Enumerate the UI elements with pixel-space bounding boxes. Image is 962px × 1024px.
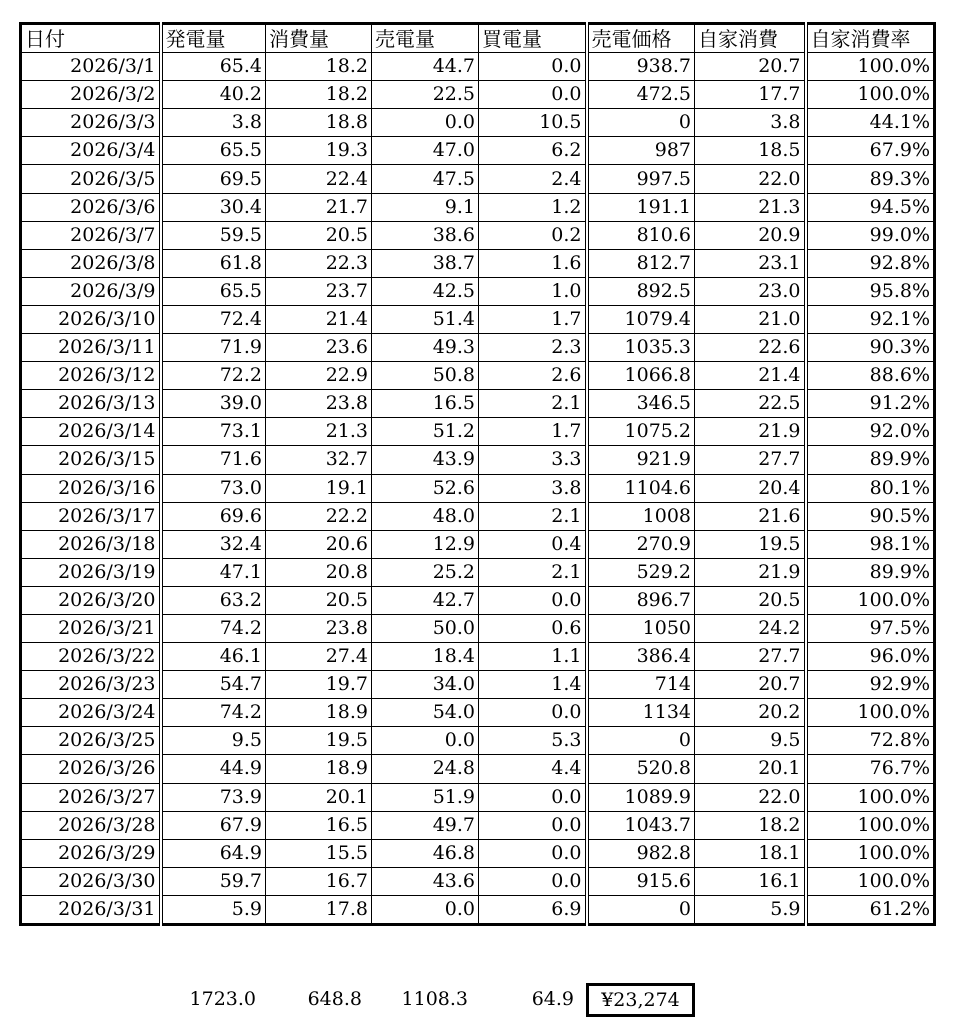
cell-generation[interactable]: 64.9 xyxy=(161,839,266,867)
cell-consumption[interactable]: 15.5 xyxy=(266,839,372,867)
cell-self-consumption[interactable]: 21.4 xyxy=(695,362,806,390)
cell-date[interactable]: 2026/3/25 xyxy=(21,727,161,755)
cell-consumption[interactable]: 22.4 xyxy=(266,165,372,193)
cell-bought[interactable]: 0.0 xyxy=(479,699,587,727)
cell-sold[interactable]: 48.0 xyxy=(372,502,479,530)
cell-self-consumption[interactable]: 20.2 xyxy=(695,699,806,727)
cell-consumption[interactable]: 23.8 xyxy=(266,390,372,418)
cell-sale-price[interactable]: 1066.8 xyxy=(587,362,695,390)
cell-bought[interactable]: 0.0 xyxy=(479,811,587,839)
cell-sold[interactable]: 54.0 xyxy=(372,699,479,727)
cell-consumption[interactable]: 16.5 xyxy=(266,811,372,839)
cell-sale-price[interactable]: 0 xyxy=(587,727,695,755)
cell-generation[interactable]: 3.8 xyxy=(161,109,266,137)
cell-sold[interactable]: 51.9 xyxy=(372,783,479,811)
cell-date[interactable]: 2026/3/3 xyxy=(21,109,161,137)
cell-self-consumption-rate[interactable]: 96.0% xyxy=(806,643,935,671)
cell-date[interactable]: 2026/3/27 xyxy=(21,783,161,811)
cell-consumption[interactable]: 16.7 xyxy=(266,867,372,895)
cell-generation[interactable]: 73.9 xyxy=(161,783,266,811)
cell-date[interactable]: 2026/3/24 xyxy=(21,699,161,727)
cell-bought[interactable]: 2.4 xyxy=(479,165,587,193)
header-date[interactable]: 日付 xyxy=(21,24,161,53)
cell-generation[interactable]: 69.5 xyxy=(161,165,266,193)
cell-sold[interactable]: 46.8 xyxy=(372,839,479,867)
cell-generation[interactable]: 54.7 xyxy=(161,671,266,699)
cell-sale-price[interactable]: 1104.6 xyxy=(587,474,695,502)
cell-self-consumption-rate[interactable]: 99.0% xyxy=(806,221,935,249)
cell-date[interactable]: 2026/3/26 xyxy=(21,755,161,783)
cell-consumption[interactable]: 17.8 xyxy=(266,895,372,924)
cell-sale-price[interactable]: 520.8 xyxy=(587,755,695,783)
cell-self-consumption-rate[interactable]: 76.7% xyxy=(806,755,935,783)
total-sold: 1108.3 xyxy=(401,988,468,1010)
table-row xyxy=(21,221,935,249)
cell-generation[interactable]: 67.9 xyxy=(161,811,266,839)
cell-sale-price[interactable]: 270.9 xyxy=(587,530,695,558)
cell-self-consumption[interactable]: 20.4 xyxy=(695,474,806,502)
header-generation[interactable]: 発電量 xyxy=(161,24,266,53)
cell-date[interactable]: 2026/3/1 xyxy=(21,53,161,81)
cell-generation[interactable]: 74.2 xyxy=(161,614,266,642)
table-row xyxy=(21,839,935,867)
cell-bought[interactable]: 2.1 xyxy=(479,502,587,530)
cell-date[interactable]: 2026/3/12 xyxy=(21,362,161,390)
cell-generation[interactable]: 5.9 xyxy=(161,895,266,924)
cell-self-consumption-rate[interactable]: 100.0% xyxy=(806,81,935,109)
cell-sold[interactable]: 50.0 xyxy=(372,614,479,642)
total-sale-price: ¥23,274 xyxy=(586,983,695,1017)
cell-date[interactable]: 2026/3/13 xyxy=(21,390,161,418)
cell-date[interactable]: 2026/3/29 xyxy=(21,839,161,867)
cell-date[interactable]: 2026/3/11 xyxy=(21,334,161,362)
cell-sold[interactable]: 18.4 xyxy=(372,643,479,671)
cell-self-consumption-rate[interactable]: 100.0% xyxy=(806,699,935,727)
cell-self-consumption-rate[interactable]: 92.0% xyxy=(806,418,935,446)
cell-consumption[interactable]: 18.9 xyxy=(266,755,372,783)
cell-sold[interactable]: 12.9 xyxy=(372,530,479,558)
cell-consumption[interactable]: 19.5 xyxy=(266,727,372,755)
cell-sold[interactable]: 22.5 xyxy=(372,81,479,109)
cell-sold[interactable]: 9.1 xyxy=(372,193,479,221)
cell-consumption[interactable]: 21.4 xyxy=(266,305,372,333)
cell-consumption[interactable]: 18.8 xyxy=(266,109,372,137)
cell-self-consumption[interactable]: 16.1 xyxy=(695,867,806,895)
cell-date[interactable]: 2026/3/2 xyxy=(21,81,161,109)
cell-date[interactable]: 2026/3/14 xyxy=(21,418,161,446)
table-row xyxy=(21,165,935,193)
cell-sold[interactable]: 0.0 xyxy=(372,727,479,755)
cell-sale-price[interactable]: 386.4 xyxy=(587,643,695,671)
cell-consumption[interactable]: 19.7 xyxy=(266,671,372,699)
cell-bought[interactable]: 1.2 xyxy=(479,193,587,221)
cell-sale-price[interactable]: 896.7 xyxy=(587,586,695,614)
table-row xyxy=(21,558,935,586)
cell-self-consumption[interactable]: 18.2 xyxy=(695,811,806,839)
cell-sale-price[interactable]: 1008 xyxy=(587,502,695,530)
cell-self-consumption[interactable]: 23.1 xyxy=(695,249,806,277)
table-row xyxy=(21,109,935,137)
cell-generation[interactable]: 46.1 xyxy=(161,643,266,671)
cell-date[interactable]: 2026/3/5 xyxy=(21,165,161,193)
cell-self-consumption-rate[interactable]: 61.2% xyxy=(806,895,935,924)
cell-consumption[interactable]: 20.5 xyxy=(266,586,372,614)
cell-self-consumption-rate[interactable]: 100.0% xyxy=(806,586,935,614)
cell-self-consumption[interactable]: 23.0 xyxy=(695,277,806,305)
cell-consumption[interactable]: 18.9 xyxy=(266,699,372,727)
cell-sold[interactable]: 38.7 xyxy=(372,249,479,277)
cell-generation[interactable]: 65.5 xyxy=(161,277,266,305)
cell-bought[interactable]: 3.8 xyxy=(479,474,587,502)
cell-date[interactable]: 2026/3/23 xyxy=(21,671,161,699)
cell-self-consumption[interactable]: 21.0 xyxy=(695,305,806,333)
cell-consumption[interactable]: 21.7 xyxy=(266,193,372,221)
cell-generation[interactable]: 59.5 xyxy=(161,221,266,249)
cell-sold[interactable]: 43.6 xyxy=(372,867,479,895)
cell-date[interactable]: 2026/3/15 xyxy=(21,446,161,474)
table-row xyxy=(21,334,935,362)
cell-self-consumption[interactable]: 21.9 xyxy=(695,418,806,446)
cell-self-consumption-rate[interactable]: 100.0% xyxy=(806,783,935,811)
cell-self-consumption[interactable]: 19.5 xyxy=(695,530,806,558)
header-self-consumption-rate[interactable]: 自家消費率 xyxy=(806,24,935,53)
cell-self-consumption-rate[interactable]: 94.5% xyxy=(806,193,935,221)
cell-bought[interactable]: 2.1 xyxy=(479,558,587,586)
cell-date[interactable]: 2026/3/20 xyxy=(21,586,161,614)
cell-consumption[interactable]: 20.5 xyxy=(266,221,372,249)
table-row xyxy=(21,895,935,924)
cell-generation[interactable]: 71.9 xyxy=(161,334,266,362)
cell-self-consumption-rate[interactable]: 100.0% xyxy=(806,867,935,895)
header-self-consumption[interactable]: 自家消費 xyxy=(695,24,806,53)
cell-generation[interactable]: 61.8 xyxy=(161,249,266,277)
cell-sold[interactable]: 47.5 xyxy=(372,165,479,193)
cell-sale-price[interactable]: 346.5 xyxy=(587,390,695,418)
cell-generation[interactable]: 9.5 xyxy=(161,727,266,755)
cell-self-consumption-rate[interactable]: 44.1% xyxy=(806,109,935,137)
cell-sale-price[interactable]: 810.6 xyxy=(587,221,695,249)
cell-generation[interactable]: 32.4 xyxy=(161,530,266,558)
cell-self-consumption-rate[interactable]: 97.5% xyxy=(806,614,935,642)
cell-date[interactable]: 2026/3/21 xyxy=(21,614,161,642)
cell-generation[interactable]: 39.0 xyxy=(161,390,266,418)
cell-generation[interactable]: 74.2 xyxy=(161,699,266,727)
cell-sale-price[interactable]: 529.2 xyxy=(587,558,695,586)
power-data-table xyxy=(19,22,936,926)
cell-self-consumption[interactable]: 20.5 xyxy=(695,586,806,614)
cell-self-consumption[interactable]: 20.7 xyxy=(695,53,806,81)
cell-self-consumption[interactable]: 5.9 xyxy=(695,895,806,924)
cell-self-consumption[interactable]: 3.8 xyxy=(695,109,806,137)
cell-self-consumption[interactable]: 20.7 xyxy=(695,671,806,699)
cell-bought[interactable]: 0.4 xyxy=(479,530,587,558)
table-row xyxy=(21,586,935,614)
table-row xyxy=(21,305,935,333)
cell-bought[interactable]: 0.0 xyxy=(479,867,587,895)
cell-generation[interactable]: 59.7 xyxy=(161,867,266,895)
cell-bought[interactable]: 6.9 xyxy=(479,895,587,924)
cell-sold[interactable]: 25.2 xyxy=(372,558,479,586)
cell-date[interactable]: 2026/3/22 xyxy=(21,643,161,671)
cell-generation[interactable]: 47.1 xyxy=(161,558,266,586)
cell-bought[interactable]: 10.5 xyxy=(479,109,587,137)
cell-bought[interactable]: 1.6 xyxy=(479,249,587,277)
cell-self-consumption[interactable]: 21.6 xyxy=(695,502,806,530)
cell-generation[interactable]: 40.2 xyxy=(161,81,266,109)
cell-consumption[interactable]: 20.8 xyxy=(266,558,372,586)
cell-sale-price[interactable]: 191.1 xyxy=(587,193,695,221)
cell-sale-price[interactable]: 921.9 xyxy=(587,446,695,474)
table-row xyxy=(21,53,935,81)
cell-bought[interactable]: 3.3 xyxy=(479,446,587,474)
cell-sold[interactable]: 47.0 xyxy=(372,137,479,165)
table-row xyxy=(21,277,935,305)
table-row xyxy=(21,390,935,418)
cell-date[interactable]: 2026/3/9 xyxy=(21,277,161,305)
cell-bought[interactable]: 1.1 xyxy=(479,643,587,671)
table-row xyxy=(21,699,935,727)
cell-bought[interactable]: 1.7 xyxy=(479,418,587,446)
cell-generation[interactable]: 72.4 xyxy=(161,305,266,333)
cell-date[interactable]: 2026/3/31 xyxy=(21,895,161,924)
cell-sold[interactable]: 44.7 xyxy=(372,53,479,81)
cell-consumption[interactable]: 19.3 xyxy=(266,137,372,165)
table-row xyxy=(21,193,935,221)
cell-self-consumption-rate[interactable]: 100.0% xyxy=(806,839,935,867)
table-row xyxy=(21,502,935,530)
cell-self-consumption-rate[interactable]: 90.3% xyxy=(806,334,935,362)
cell-bought[interactable]: 4.4 xyxy=(479,755,587,783)
cell-bought[interactable]: 0.2 xyxy=(479,221,587,249)
total-generation: 1723.0 xyxy=(189,988,256,1010)
cell-bought[interactable]: 0.0 xyxy=(479,783,587,811)
cell-sale-price[interactable]: 0 xyxy=(587,109,695,137)
cell-sale-price[interactable]: 812.7 xyxy=(587,249,695,277)
cell-consumption[interactable]: 22.2 xyxy=(266,502,372,530)
cell-sale-price[interactable]: 1035.3 xyxy=(587,334,695,362)
totals-row xyxy=(0,986,962,1012)
cell-sold[interactable]: 38.6 xyxy=(372,221,479,249)
cell-sold[interactable]: 42.7 xyxy=(372,586,479,614)
header-consumption[interactable]: 消費量 xyxy=(266,24,372,53)
cell-date[interactable]: 2026/3/30 xyxy=(21,867,161,895)
cell-sale-price[interactable]: 0 xyxy=(587,895,695,924)
cell-self-consumption[interactable]: 27.7 xyxy=(695,446,806,474)
cell-consumption[interactable]: 19.1 xyxy=(266,474,372,502)
cell-generation[interactable]: 73.0 xyxy=(161,474,266,502)
header-sale-price[interactable]: 売電価格 xyxy=(587,24,695,53)
table-row xyxy=(21,867,935,895)
cell-self-consumption-rate[interactable]: 92.1% xyxy=(806,305,935,333)
cell-consumption[interactable]: 22.9 xyxy=(266,362,372,390)
cell-sale-price[interactable]: 1050 xyxy=(587,614,695,642)
cell-sale-price[interactable]: 892.5 xyxy=(587,277,695,305)
cell-self-consumption[interactable]: 18.1 xyxy=(695,839,806,867)
cell-date[interactable]: 2026/3/17 xyxy=(21,502,161,530)
cell-sold[interactable]: 0.0 xyxy=(372,109,479,137)
cell-sale-price[interactable]: 1043.7 xyxy=(587,811,695,839)
cell-self-consumption-rate[interactable]: 67.9% xyxy=(806,137,935,165)
cell-sold[interactable]: 24.8 xyxy=(372,755,479,783)
cell-bought[interactable]: 1.4 xyxy=(479,671,587,699)
cell-sold[interactable]: 49.3 xyxy=(372,334,479,362)
table-row xyxy=(21,249,935,277)
cell-sold[interactable]: 42.5 xyxy=(372,277,479,305)
cell-consumption[interactable]: 23.7 xyxy=(266,277,372,305)
table-row xyxy=(21,614,935,642)
table-row xyxy=(21,474,935,502)
table-row xyxy=(21,81,935,109)
cell-self-consumption-rate[interactable]: 92.9% xyxy=(806,671,935,699)
cell-self-consumption[interactable]: 18.5 xyxy=(695,137,806,165)
cell-bought[interactable]: 2.1 xyxy=(479,390,587,418)
cell-self-consumption[interactable]: 22.6 xyxy=(695,334,806,362)
cell-consumption[interactable]: 18.2 xyxy=(266,53,372,81)
cell-self-consumption[interactable]: 22.5 xyxy=(695,390,806,418)
cell-generation[interactable]: 65.4 xyxy=(161,53,266,81)
cell-bought[interactable]: 2.3 xyxy=(479,334,587,362)
cell-self-consumption[interactable]: 22.0 xyxy=(695,165,806,193)
cell-bought[interactable]: 0.0 xyxy=(479,53,587,81)
cell-sale-price[interactable]: 1079.4 xyxy=(587,305,695,333)
cell-self-consumption[interactable]: 20.9 xyxy=(695,221,806,249)
cell-sale-price[interactable]: 1075.2 xyxy=(587,418,695,446)
cell-self-consumption[interactable]: 24.2 xyxy=(695,614,806,642)
cell-bought[interactable]: 0.0 xyxy=(479,839,587,867)
cell-consumption[interactable]: 32.7 xyxy=(266,446,372,474)
cell-generation[interactable]: 72.2 xyxy=(161,362,266,390)
cell-sold[interactable]: 51.2 xyxy=(372,418,479,446)
cell-date[interactable]: 2026/3/28 xyxy=(21,811,161,839)
cell-sale-price[interactable]: 915.6 xyxy=(587,867,695,895)
cell-consumption[interactable]: 23.6 xyxy=(266,334,372,362)
cell-self-consumption[interactable]: 17.7 xyxy=(695,81,806,109)
cell-generation[interactable]: 63.2 xyxy=(161,586,266,614)
cell-sold[interactable]: 43.9 xyxy=(372,446,479,474)
table-row xyxy=(21,362,935,390)
cell-bought[interactable]: 1.0 xyxy=(479,277,587,305)
cell-sale-price[interactable]: 714 xyxy=(587,671,695,699)
cell-generation[interactable]: 69.6 xyxy=(161,502,266,530)
cell-self-consumption-rate[interactable]: 100.0% xyxy=(806,53,935,81)
cell-generation[interactable]: 30.4 xyxy=(161,193,266,221)
cell-sold[interactable]: 51.4 xyxy=(372,305,479,333)
cell-self-consumption-rate[interactable]: 89.3% xyxy=(806,165,935,193)
cell-date[interactable]: 2026/3/19 xyxy=(21,558,161,586)
cell-generation[interactable]: 44.9 xyxy=(161,755,266,783)
table-row xyxy=(21,530,935,558)
total-bought: 64.9 xyxy=(531,988,574,1010)
cell-sale-price[interactable]: 1089.9 xyxy=(587,783,695,811)
cell-sale-price[interactable]: 1134 xyxy=(587,699,695,727)
cell-sale-price[interactable]: 987 xyxy=(587,137,695,165)
cell-consumption[interactable]: 22.3 xyxy=(266,249,372,277)
cell-sold[interactable]: 52.6 xyxy=(372,474,479,502)
cell-sold[interactable]: 16.5 xyxy=(372,390,479,418)
table-row xyxy=(21,727,935,755)
cell-bought[interactable]: 0.0 xyxy=(479,586,587,614)
cell-self-consumption[interactable]: 9.5 xyxy=(695,727,806,755)
header-sold[interactable]: 売電量 xyxy=(372,24,479,53)
cell-sale-price[interactable]: 997.5 xyxy=(587,165,695,193)
cell-sold[interactable]: 49.7 xyxy=(372,811,479,839)
cell-self-consumption-rate[interactable]: 72.8% xyxy=(806,727,935,755)
cell-bought[interactable]: 5.3 xyxy=(479,727,587,755)
cell-self-consumption[interactable]: 21.3 xyxy=(695,193,806,221)
cell-self-consumption-rate[interactable]: 98.1% xyxy=(806,530,935,558)
cell-bought[interactable]: 0.0 xyxy=(479,81,587,109)
cell-date[interactable]: 2026/3/8 xyxy=(21,249,161,277)
cell-self-consumption-rate[interactable]: 92.8% xyxy=(806,249,935,277)
cell-consumption[interactable]: 23.8 xyxy=(266,614,372,642)
table-row xyxy=(21,671,935,699)
cell-consumption[interactable]: 18.2 xyxy=(266,81,372,109)
cell-generation[interactable]: 65.5 xyxy=(161,137,266,165)
cell-date[interactable]: 2026/3/16 xyxy=(21,474,161,502)
cell-date[interactable]: 2026/3/4 xyxy=(21,137,161,165)
cell-self-consumption[interactable]: 27.7 xyxy=(695,643,806,671)
table-row xyxy=(21,418,935,446)
cell-sold[interactable]: 34.0 xyxy=(372,671,479,699)
cell-consumption[interactable]: 20.6 xyxy=(266,530,372,558)
table-row xyxy=(21,643,935,671)
table-row xyxy=(21,446,935,474)
table-row xyxy=(21,783,935,811)
cell-date[interactable]: 2026/3/18 xyxy=(21,530,161,558)
table-row xyxy=(21,137,935,165)
cell-sale-price[interactable]: 938.7 xyxy=(587,53,695,81)
cell-bought[interactable]: 6.2 xyxy=(479,137,587,165)
cell-bought[interactable]: 0.6 xyxy=(479,614,587,642)
table-row xyxy=(21,755,935,783)
cell-sold[interactable]: 0.0 xyxy=(372,895,479,924)
cell-consumption[interactable]: 27.4 xyxy=(266,643,372,671)
cell-bought[interactable]: 1.7 xyxy=(479,305,587,333)
cell-self-consumption[interactable]: 21.9 xyxy=(695,558,806,586)
cell-date[interactable]: 2026/3/6 xyxy=(21,193,161,221)
cell-consumption[interactable]: 21.3 xyxy=(266,418,372,446)
cell-sale-price[interactable]: 982.8 xyxy=(587,839,695,867)
cell-self-consumption[interactable]: 20.1 xyxy=(695,755,806,783)
cell-self-consumption-rate[interactable]: 88.6% xyxy=(806,362,935,390)
table-row xyxy=(21,811,935,839)
cell-self-consumption-rate[interactable]: 95.8% xyxy=(806,277,935,305)
cell-self-consumption[interactable]: 22.0 xyxy=(695,783,806,811)
cell-self-consumption-rate[interactable]: 91.2% xyxy=(806,390,935,418)
cell-bought[interactable]: 2.6 xyxy=(479,362,587,390)
cell-self-consumption-rate[interactable]: 89.9% xyxy=(806,446,935,474)
header-row xyxy=(21,24,935,53)
cell-generation[interactable]: 73.1 xyxy=(161,418,266,446)
cell-date[interactable]: 2026/3/7 xyxy=(21,221,161,249)
cell-sold[interactable]: 50.8 xyxy=(372,362,479,390)
cell-self-consumption-rate[interactable]: 100.0% xyxy=(806,811,935,839)
cell-self-consumption-rate[interactable]: 80.1% xyxy=(806,474,935,502)
cell-generation[interactable]: 71.6 xyxy=(161,446,266,474)
cell-self-consumption-rate[interactable]: 90.5% xyxy=(806,502,935,530)
total-consumption: 648.8 xyxy=(307,988,362,1010)
header-bought[interactable]: 買電量 xyxy=(479,24,587,53)
cell-sale-price[interactable]: 472.5 xyxy=(587,81,695,109)
cell-self-consumption-rate[interactable]: 89.9% xyxy=(806,558,935,586)
cell-date[interactable]: 2026/3/10 xyxy=(21,305,161,333)
cell-consumption[interactable]: 20.1 xyxy=(266,783,372,811)
